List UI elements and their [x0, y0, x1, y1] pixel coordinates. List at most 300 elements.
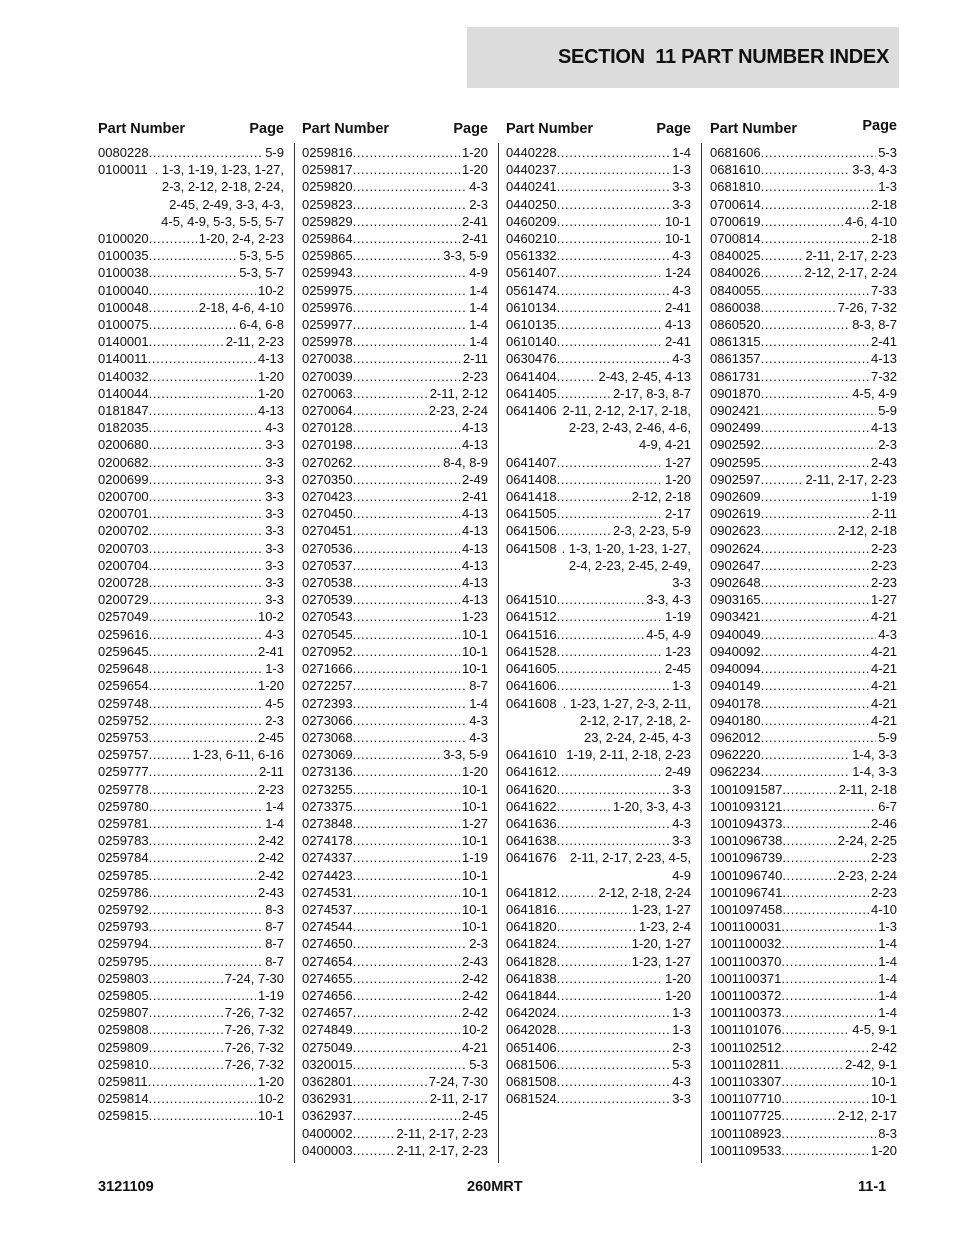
part-number: 0902592 — [710, 437, 761, 453]
part-number: 0273375 — [302, 798, 353, 814]
page-list: ..... 2-41 — [461, 231, 488, 247]
page-reference — [781, 1107, 897, 1124]
page-list: ..... 3-3 — [672, 179, 691, 195]
part-number: 0840026 — [710, 265, 761, 281]
page-list: ..... 4-21 — [870, 695, 897, 711]
page-list: ..... 2-11, 2-17, 2-23 — [396, 1125, 488, 1141]
page-list: . 1-23, 1-27, 2-3, 2-11, 2-12, 2-17, 2-18, 2-23, 2-24, 2-45, 4-3 — [562, 695, 691, 745]
page-list: ..... 4-13 — [461, 420, 488, 436]
column-header — [506, 118, 691, 144]
part-number: 0140011 — [98, 351, 148, 367]
page-list: ..... 1-20 — [257, 678, 284, 694]
page-reference — [781, 1004, 897, 1021]
page-reference — [557, 695, 691, 747]
page-reference — [557, 247, 691, 264]
page-list: ..... 2-11, 2-12 — [429, 385, 488, 401]
index-row — [506, 540, 691, 592]
index-row — [506, 884, 691, 901]
page-reference — [353, 1073, 488, 1090]
page-reference — [149, 660, 284, 677]
page-reference — [149, 488, 284, 505]
page-list: ..... 1-4, 3-3 — [852, 747, 897, 763]
index-row — [302, 540, 488, 557]
part-number: 0642028 — [506, 1022, 557, 1038]
part-number: 0273848 — [302, 815, 353, 831]
part-number: 0440250 — [506, 196, 557, 212]
index-row — [302, 849, 488, 866]
part-number-heading: Part Number — [710, 121, 798, 137]
page-list: ..... 2-43 — [257, 884, 284, 900]
page-list: ..... 1-4, 3-3 — [852, 764, 897, 780]
page-reference — [353, 522, 488, 539]
page-reference — [781, 935, 897, 952]
page-list: ..... 4-3 — [469, 712, 488, 728]
page-list: ..... 10-1 — [461, 798, 488, 814]
index-row — [710, 505, 897, 522]
part-number: 1001103307 — [710, 1073, 782, 1089]
index-row — [302, 1004, 488, 1021]
page-reference — [781, 953, 897, 970]
part-number: 0641512 — [506, 609, 557, 625]
page-reference — [353, 677, 488, 694]
page-list: ..... 1-23 — [664, 643, 691, 659]
index-row — [506, 1090, 691, 1107]
index-row — [302, 247, 488, 264]
footer-model: 260MRT — [467, 1179, 523, 1195]
page-reference — [557, 763, 691, 780]
page-list: ..... 1-20 — [461, 764, 488, 780]
page-list: ..... 1-3 — [878, 179, 897, 195]
index-row — [302, 299, 488, 316]
index-row — [506, 815, 691, 832]
page-list: ..... 1-20 — [257, 1073, 284, 1089]
index-row — [302, 161, 488, 178]
page-list: ..... 3-3 — [672, 781, 691, 797]
part-number: 0641838 — [506, 970, 557, 986]
page-reference — [353, 333, 488, 350]
index-row — [506, 213, 691, 230]
page-reference — [781, 1090, 897, 1107]
part-number: 0259976 — [302, 299, 353, 315]
page-reference — [149, 781, 284, 798]
part-number: 0400002 — [302, 1125, 353, 1141]
page-list: ..... 4-5, 4-9 — [646, 626, 691, 642]
page-list: ..... 3-3 — [265, 489, 284, 505]
index-row — [710, 436, 897, 453]
index-row — [302, 918, 488, 935]
index-row — [98, 815, 284, 832]
index-row — [302, 729, 488, 746]
page-reference — [761, 402, 897, 419]
part-number: 0840025 — [710, 248, 761, 264]
part-number: 0259785 — [98, 867, 149, 883]
index-row — [710, 1056, 897, 1073]
page-list: ..... 2-12, 2-18, 2-24 — [598, 884, 691, 900]
part-number: 0400003 — [302, 1142, 353, 1158]
part-number: 1001100371 — [710, 970, 782, 986]
index-row — [710, 213, 897, 230]
page-reference — [761, 368, 897, 385]
index-row — [710, 333, 897, 350]
part-number: 0273255 — [302, 781, 353, 797]
index-row — [98, 660, 284, 677]
part-number: 0641528 — [506, 643, 557, 659]
page-reference — [149, 1021, 284, 1038]
part-number: 0259616 — [98, 626, 149, 642]
page-reference — [557, 781, 691, 798]
part-number: 0259814 — [98, 1091, 149, 1107]
page-list: ..... 1-23, 1-27 — [631, 953, 691, 969]
part-number: 0641506 — [506, 523, 557, 539]
page-reference — [761, 763, 897, 780]
index-row — [506, 832, 691, 849]
index-row — [302, 660, 488, 677]
part-number: 1001094373 — [710, 815, 783, 831]
part-number: 0681810 — [710, 179, 761, 195]
index-row — [98, 522, 284, 539]
part-number: 1001096740 — [710, 867, 783, 883]
part-number: 0100040 — [98, 282, 149, 298]
page-list: ..... 4-21 — [870, 712, 897, 728]
part-number: 0440237 — [506, 162, 557, 178]
part-number: 0681524 — [506, 1091, 557, 1107]
part-number: 0902648 — [710, 575, 761, 591]
index-row — [302, 1073, 488, 1090]
part-number: 0681606 — [710, 145, 761, 160]
index-row — [98, 643, 284, 660]
part-number: 0259792 — [98, 901, 149, 917]
index-row — [710, 677, 897, 694]
page-reference — [781, 1125, 897, 1142]
page-list: ..... 2-17, 8-3, 8-7 — [612, 385, 691, 401]
page-reference — [761, 471, 897, 488]
part-number: 0641820 — [506, 919, 557, 935]
index-rows — [710, 144, 897, 1159]
index-row — [98, 918, 284, 935]
part-number: 0700814 — [710, 231, 761, 247]
page-reference — [557, 178, 691, 195]
page-list: ..... 2-12, 2-17 — [837, 1108, 897, 1124]
page-reference — [149, 402, 284, 419]
index-row — [302, 419, 488, 436]
page-reference — [353, 402, 488, 419]
page-list: ..... 4-21 — [461, 1039, 488, 1055]
part-number: 0274337 — [302, 850, 353, 866]
part-number: 0610135 — [506, 317, 557, 333]
index-row — [506, 144, 691, 161]
part-number: 0840055 — [710, 282, 761, 298]
page-reference — [149, 643, 284, 660]
page-list: ..... 2-42 — [461, 970, 488, 986]
page-list: ..... 3-3 — [265, 540, 284, 556]
part-number: 0259781 — [98, 815, 149, 831]
index-row — [710, 316, 897, 333]
index-row — [302, 471, 488, 488]
page-reference — [557, 1056, 691, 1073]
part-number: 1001108923 — [710, 1125, 782, 1141]
page-list: ..... 7-24, 7-30 — [428, 1073, 488, 1089]
index-row — [506, 178, 691, 195]
part-number: 0641405 — [506, 385, 557, 401]
index-row — [98, 316, 284, 333]
page-list: ..... 5-9 — [878, 729, 897, 745]
index-row — [710, 712, 897, 729]
index-row — [302, 935, 488, 952]
index-row — [710, 884, 897, 901]
page-reference — [353, 282, 488, 299]
page-reference — [149, 385, 284, 402]
page-list: ..... 1-4 — [265, 815, 284, 831]
index-row — [710, 1125, 897, 1142]
index-row — [506, 299, 691, 316]
page-list: ..... 10-1 — [461, 833, 488, 849]
index-row — [506, 935, 691, 952]
index-row — [710, 918, 897, 935]
index-row — [98, 970, 284, 987]
index-row — [710, 849, 897, 866]
part-number: 0903421 — [710, 609, 761, 625]
index-row — [302, 1142, 488, 1159]
page-reference — [353, 1107, 488, 1124]
page-list: ..... 1-20 — [257, 368, 284, 384]
page-reference — [149, 953, 284, 970]
page-list: ..... 1-23, 1-27 — [631, 901, 691, 917]
page-list: ..... 4-3 — [672, 282, 691, 298]
part-number: 0259780 — [98, 798, 149, 814]
part-number: 0902623 — [710, 523, 761, 539]
page-reference — [557, 918, 691, 935]
part-number: 0641638 — [506, 833, 557, 849]
part-number: 0257049 — [98, 609, 149, 625]
page-list: ..... 5-3 — [878, 145, 897, 160]
page-list: ..... 3-3 — [672, 196, 691, 212]
index-row — [710, 247, 897, 264]
page-list: ..... 3-3, 4-3 — [646, 592, 691, 608]
page-list: ..... 4-3 — [878, 626, 897, 642]
part-number: 0460210 — [506, 231, 557, 247]
page-reference — [557, 591, 691, 608]
page-list: ..... 1-4 — [878, 987, 897, 1003]
part-number: 0651406 — [506, 1039, 557, 1055]
page-reference — [761, 729, 897, 746]
page-reference — [149, 505, 284, 522]
part-number: 1001091587 — [710, 781, 783, 797]
page-list: ..... 2-23 — [870, 540, 897, 556]
page-list: ..... 8-4, 8-9 — [443, 454, 488, 470]
part-number: 0273068 — [302, 729, 353, 745]
index-row — [506, 901, 691, 918]
page-list: ..... 8-7 — [265, 953, 284, 969]
page-reference — [761, 643, 897, 660]
index-row — [302, 832, 488, 849]
index-row — [98, 230, 284, 247]
page-reference — [148, 161, 284, 230]
index-row — [302, 781, 488, 798]
part-number: 0259794 — [98, 936, 149, 952]
part-number: 0259648 — [98, 661, 149, 677]
part-number: 0274537 — [302, 901, 353, 917]
page-reference — [353, 695, 488, 712]
page-list: ..... 1-20 — [664, 471, 691, 487]
page-list: ..... 8-7 — [265, 919, 284, 935]
part-number: 0270350 — [302, 471, 353, 487]
page-list: ..... 1-20 — [461, 145, 488, 160]
index-row — [98, 746, 284, 763]
page-reference — [353, 884, 488, 901]
index-row — [98, 454, 284, 471]
page-reference — [782, 832, 897, 849]
page-reference — [780, 1056, 897, 1073]
index-row — [506, 608, 691, 625]
page-reference — [761, 660, 897, 677]
page-list: 1-19, 2-11, 2-18, 2-23 — [566, 747, 691, 763]
part-number: 0200699 — [98, 471, 149, 487]
index-row — [98, 419, 284, 436]
page-reference — [353, 368, 488, 385]
part-number: 0259823 — [302, 196, 353, 212]
page-list: ..... 4-5, 4-9 — [852, 385, 897, 401]
page-list: ..... 2-23, 2-24 — [837, 867, 897, 883]
page-list: ..... 4-13 — [870, 420, 897, 436]
part-number: 0641516 — [506, 626, 557, 642]
part-number: 0641406 — [506, 403, 557, 419]
index-row — [98, 436, 284, 453]
page-reference — [149, 574, 284, 591]
index-row — [506, 350, 691, 367]
part-number: 1001109533 — [710, 1142, 782, 1158]
page-list: ..... 2-11, 2-17 — [429, 1091, 488, 1107]
page-reference — [149, 230, 284, 247]
page-list: ..... 1-19 — [461, 850, 488, 866]
page-reference — [353, 1039, 488, 1056]
index-row — [506, 643, 691, 660]
part-number: 0272257 — [302, 678, 353, 694]
part-number: 0681506 — [506, 1056, 557, 1072]
index-row — [302, 1090, 488, 1107]
part-number: 0270952 — [302, 643, 353, 659]
index-row — [302, 505, 488, 522]
part-number: 0100020 — [98, 231, 149, 247]
page-list: ..... 10-1 — [461, 901, 488, 917]
index-row — [302, 1107, 488, 1124]
index-row — [506, 196, 691, 213]
column-header — [98, 118, 284, 144]
part-number: 0860520 — [710, 317, 761, 333]
column-header — [302, 118, 488, 144]
page-reference — [149, 264, 284, 281]
index-row — [98, 574, 284, 591]
page-reference — [149, 626, 284, 643]
page-reference — [557, 832, 691, 849]
page-reference — [353, 935, 488, 952]
part-number: 0641828 — [506, 953, 557, 969]
page-reference — [149, 970, 284, 987]
part-number: 0270039 — [302, 368, 353, 384]
part-number-heading: Part Number — [98, 121, 186, 137]
part-number: 0270450 — [302, 506, 353, 522]
index-row — [506, 660, 691, 677]
page-reference — [781, 1021, 897, 1038]
page-list: ..... 3-3 — [265, 506, 284, 522]
page-reference — [353, 901, 488, 918]
page-list: ..... 4-3 — [469, 179, 488, 195]
part-number: 0940092 — [710, 643, 761, 659]
page-list: ..... 6-7 — [878, 798, 897, 814]
page-list: ..... 2-23 — [257, 781, 284, 797]
part-number: 0200703 — [98, 540, 149, 556]
index-row — [506, 368, 691, 385]
page-list: ..... 4-13 — [461, 523, 488, 539]
index-row — [506, 505, 691, 522]
page-reference — [149, 677, 284, 694]
page-reference — [557, 643, 691, 660]
part-number: 0271666 — [302, 661, 353, 677]
page-list: ..... 1-20 — [870, 1142, 897, 1158]
page-list: ..... 10-1 — [461, 661, 488, 677]
page-list: ..... 4-3 — [265, 626, 284, 642]
page-list: ..... 10-1 — [870, 1073, 897, 1089]
page-reference — [149, 867, 284, 884]
index-row — [506, 918, 691, 935]
page-reference — [761, 230, 897, 247]
index-row — [506, 591, 691, 608]
index-row — [710, 540, 897, 557]
page-reference — [149, 1107, 284, 1124]
part-number: 0259865 — [302, 248, 353, 264]
page-reference — [782, 781, 897, 798]
index-row — [506, 970, 691, 987]
page-reference — [761, 677, 897, 694]
page-list: ..... 2-42 — [870, 1039, 897, 1055]
part-number: 0641508 — [506, 540, 557, 556]
page-reference — [781, 970, 897, 987]
page-reference — [353, 608, 488, 625]
index-row — [302, 333, 488, 350]
index-row — [302, 436, 488, 453]
part-number: 0274656 — [302, 987, 353, 1003]
page-list: ..... 2-3 — [672, 1039, 691, 1055]
page-reference — [557, 161, 691, 178]
page-list: ..... 1-20, 1-27 — [631, 936, 691, 952]
page-reference — [149, 419, 284, 436]
page-list: ..... 3-3, 5-9 — [443, 747, 488, 763]
part-number: 0259752 — [98, 712, 149, 728]
index-row — [98, 1056, 284, 1073]
page-heading: Page — [453, 121, 488, 137]
page-list: ..... 3-3 — [265, 557, 284, 573]
part-number: 0270262 — [302, 454, 353, 470]
index-row — [710, 178, 897, 195]
page-reference — [557, 970, 691, 987]
page-reference — [353, 867, 488, 884]
page-list: ..... 2-23 — [870, 884, 897, 900]
part-number: 0440228 — [506, 145, 557, 160]
page-list: ..... 1-4 — [469, 334, 488, 350]
page-reference — [557, 1090, 691, 1107]
part-number: 0270064 — [302, 403, 353, 419]
page-reference — [761, 282, 897, 299]
index-column-1 — [98, 118, 284, 1125]
page-reference — [353, 1004, 488, 1021]
page-list: ..... 2-49 — [461, 471, 488, 487]
index-row — [710, 574, 897, 591]
page-reference — [761, 436, 897, 453]
page-reference — [761, 178, 897, 195]
part-number: 0270538 — [302, 575, 353, 591]
page-reference — [353, 436, 488, 453]
page-list: ..... 1-23, 2-4 — [638, 919, 691, 935]
part-number: 0641622 — [506, 798, 557, 814]
